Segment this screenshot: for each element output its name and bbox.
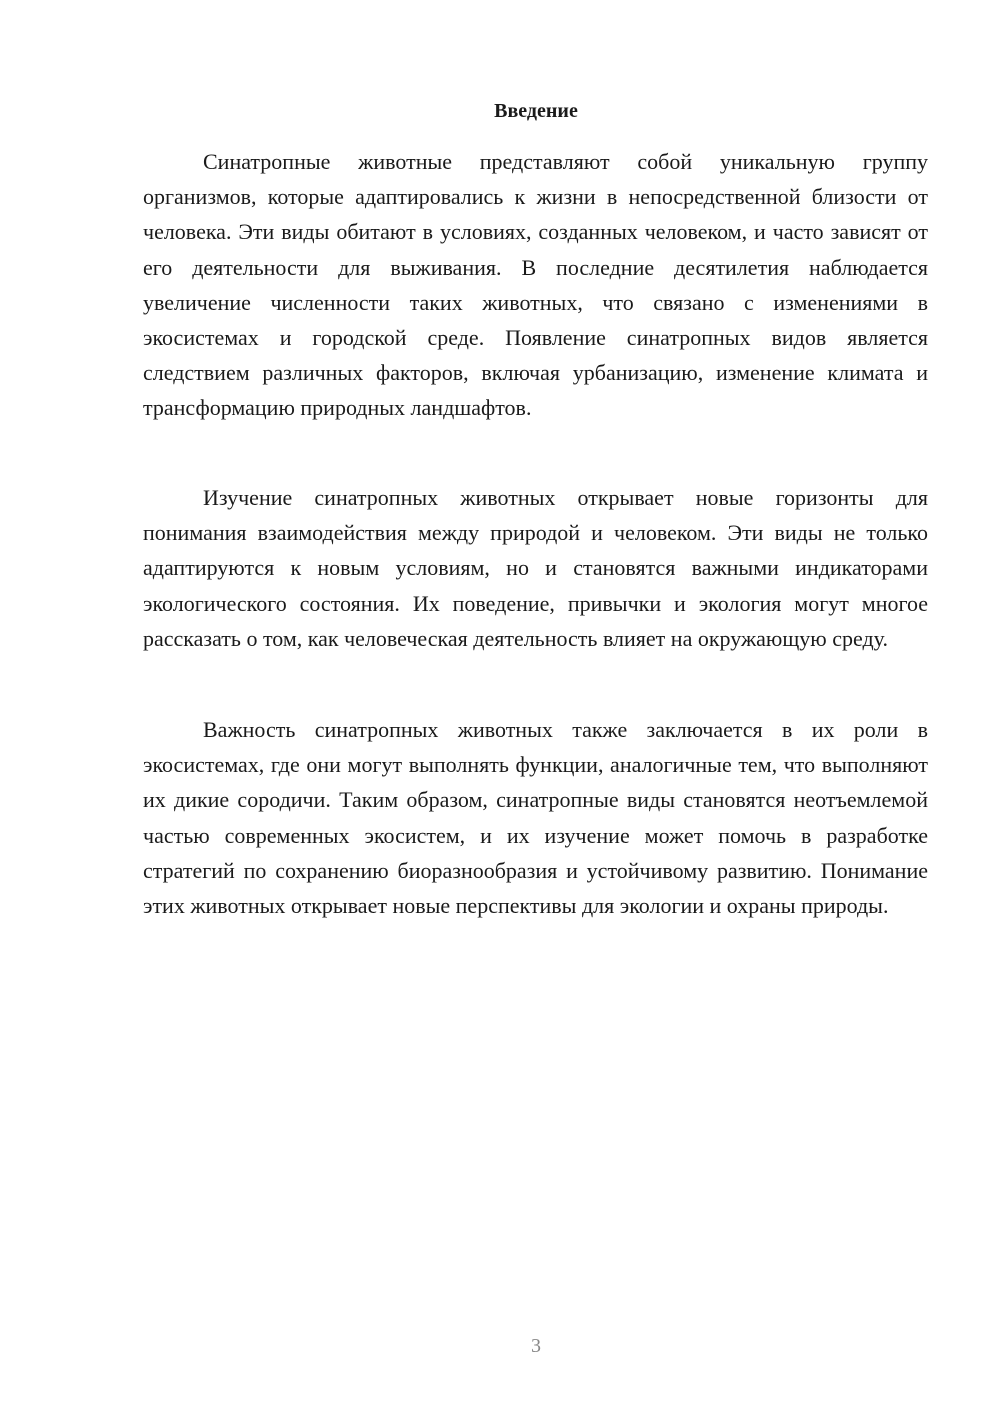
page-number: 3 [531, 1335, 541, 1357]
paragraph-3: Важность синатропных животных также заключается в их роли в экосистемах, где они могут выполнять функции, аналогичные тем, что выполняют их дикие сородичи. Таким образом, синатропные виды становятся неотъемлемой частью современных экосистем, и их изучение может помочь в разработке стратегий по сохранению биоразнообразия и устойчивому развитию. Понимание этих животных открывает новые перспективы для экологии и охраны природы. [143, 717, 928, 919]
paragraph-2: Изучение синатропных животных открывает новые горизонты для понимания взаимодействия между природой и человеком. Эти виды не только адаптируются к новым условиям, но и становятся важными индикаторами экологического состояния. Их поведение, привычки и экология могут многое рассказать о том, как человеческая деятельность влияет на окружающую среду. [143, 485, 928, 651]
paragraph-1: Синатропные животные представляют собой уникальную группу организмов, которые адаптировались к жизни в непосредственной близости от человека. Эти виды обитают в условиях, созданных человеком, и часто зависят от его деятельности для выживания. В последние десятилетия наблюдается увеличение численности таких животных, что связано с изменениями в экосистемах и городской среде. Появление синатропных видов является следствием различных факторов, включая урбанизацию, изменение климата и трансформацию природных ландшафтов. [143, 149, 928, 421]
section-title: Введение [494, 100, 578, 122]
